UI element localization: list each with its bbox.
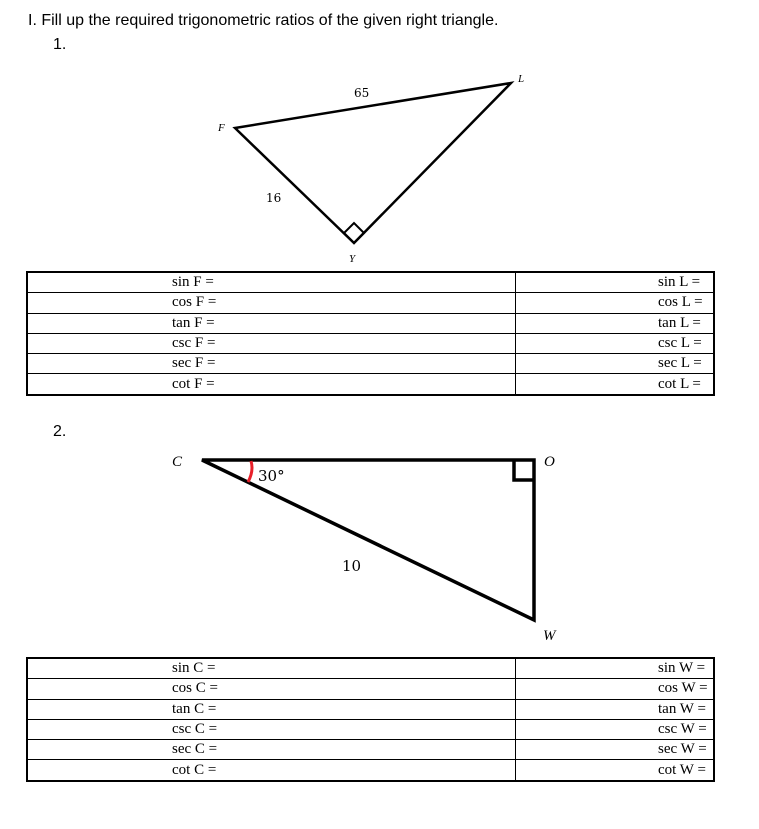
vertex-label-c: C xyxy=(172,454,183,470)
table-row xyxy=(27,354,714,374)
ratio-label: sec W = xyxy=(658,741,707,758)
ratio-label: cot F = xyxy=(172,375,215,392)
answer-cell-tan-c[interactable] xyxy=(27,699,516,719)
ratio-label: csc F = xyxy=(172,335,216,352)
table-row xyxy=(27,374,714,395)
answer-cell-csc-c[interactable] xyxy=(27,719,516,739)
triangle-2-right-angle-mark xyxy=(514,460,534,480)
ratio-label: sec C = xyxy=(172,741,218,758)
answer-cell-cos-l[interactable] xyxy=(516,293,715,313)
problem-2-number: 2. xyxy=(53,423,67,440)
answer-cell-tan-l[interactable] xyxy=(516,313,715,333)
vertex-label-o: O xyxy=(544,454,555,470)
answer-cell-sin-f[interactable] xyxy=(27,272,516,293)
answer-cell-sin-w[interactable] xyxy=(516,658,715,679)
table-row xyxy=(27,293,714,313)
answer-cell-cot-w[interactable] xyxy=(516,760,715,781)
ratio-label: cos F = xyxy=(172,294,217,311)
ratio-label: csc W = xyxy=(658,721,707,738)
angle-label-30: 30° xyxy=(258,467,285,485)
ratio-label: cos C = xyxy=(172,680,218,697)
table-row xyxy=(27,679,714,699)
ratio-label: cos W = xyxy=(658,680,708,697)
table-row xyxy=(27,272,714,293)
worksheet-heading: I. Fill up the required trigonometric ratios of the given right triangle. xyxy=(28,12,499,29)
triangle-1 xyxy=(217,73,524,265)
side-label-hypotenuse-1: 65 xyxy=(354,86,370,100)
angle-arc-30 xyxy=(248,461,252,482)
ratio-table-1 xyxy=(26,271,715,396)
answer-cell-csc-f[interactable] xyxy=(27,333,516,353)
ratio-label: cot C = xyxy=(172,761,217,778)
table-row xyxy=(27,658,714,679)
answer-cell-cos-f[interactable] xyxy=(27,293,516,313)
ratio-label: tan F = xyxy=(172,314,215,331)
side-label-leg-1: 16 xyxy=(266,191,282,205)
triangle-2-shape xyxy=(202,460,534,620)
ratio-label: tan C = xyxy=(172,700,217,717)
answer-cell-csc-w[interactable] xyxy=(516,719,715,739)
table-row xyxy=(27,313,714,333)
table-row xyxy=(27,719,714,739)
table-row xyxy=(27,740,714,760)
ratio-label: sin L = xyxy=(658,274,701,291)
table-row xyxy=(27,333,714,353)
vertex-label-w: W xyxy=(543,628,556,644)
answer-cell-cos-c[interactable] xyxy=(27,679,516,699)
ratio-table-2 xyxy=(26,657,715,782)
vertex-label-f: F xyxy=(218,122,225,134)
answer-cell-sin-l[interactable] xyxy=(516,272,715,293)
triangle-1-shape xyxy=(235,83,511,243)
ratio-label: csc C = xyxy=(172,721,218,738)
ratio-label: sin W = xyxy=(658,660,706,677)
vertex-label-y: Y xyxy=(349,253,356,265)
answer-cell-cot-c[interactable] xyxy=(27,760,516,781)
answer-cell-cot-f[interactable] xyxy=(27,374,516,395)
side-label-hypotenuse-2: 10 xyxy=(342,557,362,575)
answer-cell-sec-f[interactable] xyxy=(27,354,516,374)
answer-cell-sec-c[interactable] xyxy=(27,740,516,760)
ratio-label: tan L = xyxy=(658,314,701,331)
ratio-label: sec L = xyxy=(658,355,702,372)
answer-cell-sec-w[interactable] xyxy=(516,740,715,760)
answer-cell-tan-w[interactable] xyxy=(516,699,715,719)
answer-cell-sec-l[interactable] xyxy=(516,354,715,374)
answer-cell-csc-l[interactable] xyxy=(516,333,715,353)
ratio-label: cot L = xyxy=(658,375,701,392)
ratio-label: cot W = xyxy=(658,761,706,778)
ratio-label: sin C = xyxy=(172,660,216,677)
table-row xyxy=(27,699,714,719)
ratio-label: tan W = xyxy=(658,700,706,717)
ratio-label: csc L = xyxy=(658,335,702,352)
ratio-label: cos L = xyxy=(658,294,703,311)
triangle-1-right-angle-mark xyxy=(344,223,364,243)
answer-cell-tan-f[interactable] xyxy=(27,313,516,333)
table-row xyxy=(27,760,714,781)
problem-1-number: 1. xyxy=(53,36,67,53)
vertex-label-l: L xyxy=(518,73,525,85)
ratio-label: sin F = xyxy=(172,274,214,291)
triangle-2 xyxy=(172,454,557,644)
answer-cell-sin-c[interactable] xyxy=(27,658,516,679)
ratio-label: sec F = xyxy=(172,355,216,372)
answer-cell-cot-l[interactable] xyxy=(516,374,715,395)
answer-cell-cos-w[interactable] xyxy=(516,679,715,699)
